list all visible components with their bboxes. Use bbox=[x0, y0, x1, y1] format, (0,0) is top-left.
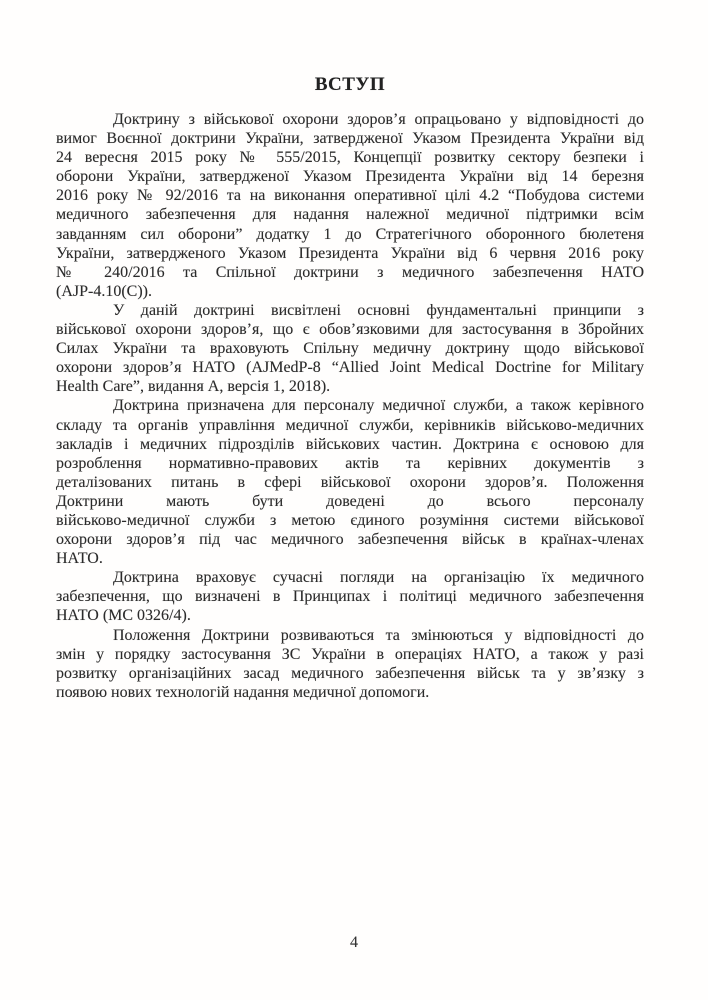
text-line: Доктрина враховує сучасні погляди на організацію їх медичного bbox=[113, 569, 644, 587]
text-line: змін у порядку застосування ЗС України в операціях НАТО, а також у разі bbox=[56, 645, 644, 663]
text-line: розвитку організаційних засад медичного забезпечення військ та у зв’язку з bbox=[56, 664, 644, 682]
text-line: України, затвердженого Указом Президента України від 6 червня 2016 року bbox=[56, 244, 644, 262]
text-line: № 240/2016 та Спільної доктрини з медичного забезпечення НАТО bbox=[56, 263, 644, 281]
text-line: Доктрину з військової охорони здоров’я опрацьовано у відповідності до bbox=[113, 111, 644, 128]
text-line: Доктрина призначена для персоналу медичної служби, а також керівного bbox=[113, 397, 644, 415]
text-line: медичного забезпечення для надання належної медичної підтримки всім bbox=[56, 206, 644, 224]
text-line: появою нових технологій надання медичної допомоги. bbox=[56, 683, 430, 701]
paragraph bbox=[56, 568, 644, 625]
text-line: завданням сил оборони” додатку 1 до Стратегічного оборонного бюлетеня bbox=[56, 225, 644, 243]
text-line: Силах України та враховують Спільну медичну доктрину щодо військової bbox=[56, 340, 644, 358]
text-line: розроблення нормативно-правових актів та керівних документів з bbox=[56, 454, 644, 472]
text-line: складу та органів управління медичної служби, керівників військово-медичних bbox=[56, 416, 644, 434]
text-line: охорони здоров’я НАТО (AJMedP-8 “Allied Joint Medical Doctrine for Military bbox=[56, 359, 644, 377]
text-line: військово-медичної служби з метою єдиного розуміння системи військової bbox=[56, 511, 644, 529]
document-body bbox=[56, 110, 644, 702]
page-number: 4 bbox=[350, 934, 358, 951]
paragraph bbox=[56, 396, 644, 568]
text-line: Health Care”, видання A, версія 1, 2018). bbox=[56, 378, 331, 396]
text-line: 24 вересня 2015 року № 555/2015, Концепції розвитку сектору безпеки і bbox=[56, 149, 644, 167]
paragraph bbox=[56, 110, 644, 301]
text-line: вимог Воєнної доктрини України, затвердженої Указом Президента України від bbox=[56, 130, 644, 148]
text-line: У даній доктрині висвітлені основні фундаментальні принципи з bbox=[113, 301, 644, 319]
text-line: військової охорони здоров’я, що є обов’язковими для застосування в Збройних bbox=[56, 321, 644, 339]
page-title: ВСТУП bbox=[314, 74, 386, 95]
text-line: охорони здоров’я під час медичного забезпечення військ в країнах-членах bbox=[56, 531, 644, 549]
text-line: закладів і медичних підрозділів військових частин. Доктрина є основою для bbox=[56, 435, 644, 453]
text-line: Положення Доктрини розвиваються та змінюються у відповідності до bbox=[113, 626, 644, 644]
text-line: (AJP-4.10(C)). bbox=[56, 282, 152, 300]
text-line: оборони України, затвердженої Указом Президента України від 14 березня bbox=[56, 168, 644, 186]
text-line: деталізованих питань в сфері військової охорони здоров’я. Положення bbox=[56, 473, 644, 491]
paragraph bbox=[56, 626, 644, 702]
text-line: 2016 року № 92/2016 та на виконання оперативної цілі 4.2 “Побудова системи bbox=[56, 187, 644, 205]
text-line: НАТО (MC 0326/4). bbox=[56, 607, 191, 625]
text-line: НАТО. bbox=[56, 550, 103, 568]
text-line: забезпечення, що визначені в Принципах і політиці медичного забезпечення bbox=[56, 588, 644, 606]
text-line: Доктрини мають бути доведені до всього персоналу bbox=[56, 492, 644, 510]
paragraph bbox=[56, 301, 644, 396]
